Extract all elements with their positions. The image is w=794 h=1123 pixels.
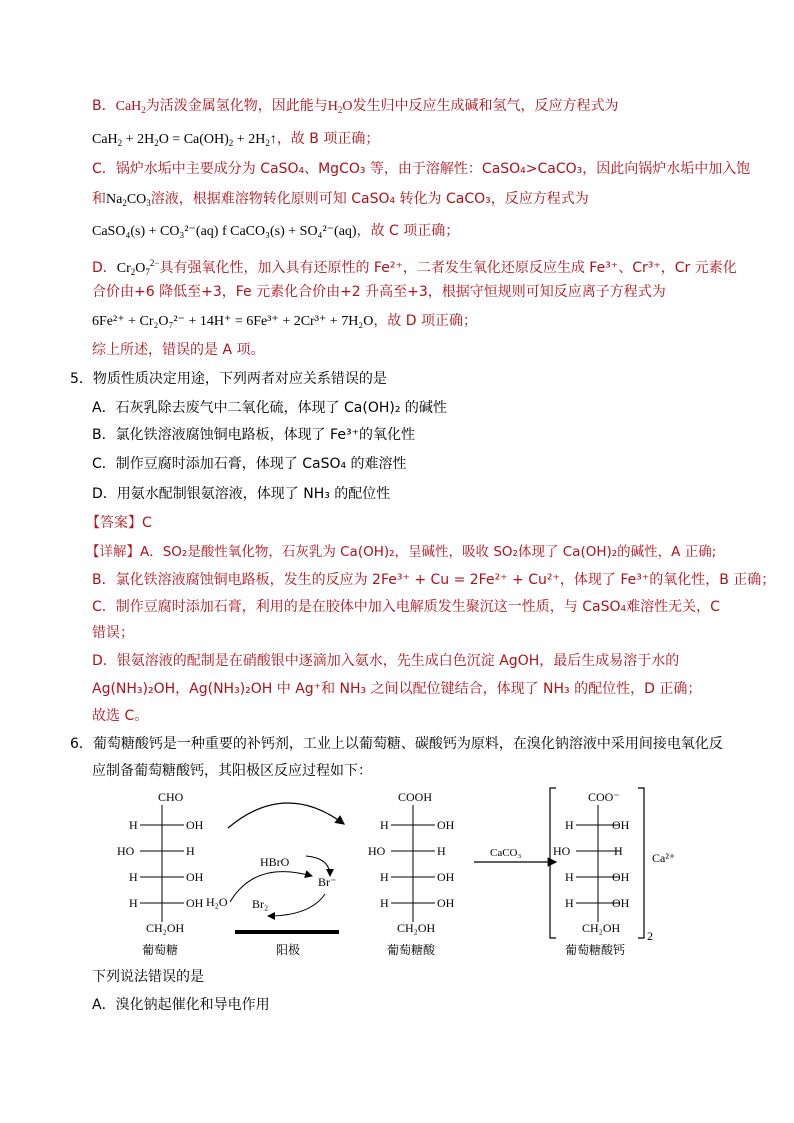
a-ch2oh: CH₂OH <box>397 921 436 935</box>
na2co3-formula: $Na_2CO_3$ <box>106 192 151 208</box>
d-label: D． <box>92 260 117 276</box>
c-equation: CaSO₄(s) + CO₃²⁻(aq) f CaCO₃(s) + SO₄²⁻(aq) <box>92 224 357 239</box>
eq-ca: O = Ca <box>158 132 200 147</box>
a-ho2: HO <box>368 844 386 858</box>
q5-explain-c: C．制作豆腐时添加石膏，利用的是在胶体中加入电解质发生聚沉这一性质，与 CaSO₄难溶性无关，C <box>92 599 720 615</box>
q6-stem-2: 应制备葡萄糖酸钙，其阳极区反应过程如下： <box>92 763 372 779</box>
gluconic-acid-structure <box>368 790 455 935</box>
g-ho2: HO <box>117 844 135 858</box>
s-h1: H <box>565 818 574 832</box>
q6-question: 下列说法错误的是 <box>92 969 204 985</box>
a-h4: H <box>380 896 389 910</box>
c-prefix: 和 <box>92 191 106 207</box>
anode-electrode <box>235 930 339 934</box>
g-h3: H <box>129 870 138 884</box>
d-text-1: 具有强氧化性，加入具有还原性的 Fe²⁺，二者发生氧化还原反应生成 Fe³⁺、Cr³⁺，Cr 元素化 <box>159 260 737 276</box>
s-oh1: OH <box>612 818 630 832</box>
c-line-1: C．锅炉水垢中主要成分为 CaSO₄、MgCO₃ 等，由于溶解性：CaSO₄>CaCO₃，因此向锅炉水垢中加入饱 <box>92 161 751 177</box>
b-conclusion: ，故 B 项正确； <box>276 131 380 147</box>
q5-explain-b: B．氯化铁溶液腐蚀铜电路板，发生的反应为 2Fe³⁺ + Cu = 2Fe²⁺ + Cu²⁺，体现了 Fe³⁺的氧化性，B 正确； <box>92 572 776 588</box>
hbro-label: HBrO <box>260 855 290 869</box>
g-oh4: OH <box>186 896 204 910</box>
c-conclusion: ，故 C 项正确； <box>356 223 460 239</box>
s-h3: H <box>565 870 574 884</box>
glucose-structure <box>117 790 204 935</box>
a-oh1: OH <box>437 818 455 832</box>
q5-stem: 5．物质性质决定用途，下列两者对应关系错误的是 <box>70 371 387 387</box>
coo-label: COO⁻ <box>588 790 620 804</box>
br-label: Br⁻ <box>318 875 337 889</box>
reaction-diagram <box>0 780 794 970</box>
d-line-1 <box>92 254 737 281</box>
q5-explain-d2: Ag(NH₃)₂OH，Ag(NH₃)₂OH 中 Ag⁺和 NH₃ 之间以配位键结合，体现了 NH₃ 的配位性，D 正确； <box>92 681 702 697</box>
d-equation-line <box>92 312 477 331</box>
a-oh3: OH <box>437 870 455 884</box>
q5-explain-a: 【详解】A．SO₂是酸性氧化物，石灰乳为 Ca(OH)₂，呈碱性，吸收 SO₂体现了 Ca(OH)₂的碱性，A 正确; <box>86 544 717 560</box>
h2o-formula: $H_2O$ <box>327 99 353 115</box>
subscript-2: 2 <box>647 929 653 943</box>
cho-label: CHO <box>158 790 184 804</box>
calcium-gluconate-structure <box>550 788 675 943</box>
q6-stem-1: 6．葡萄糖酸钙是一种重要的补钙剂，工业上以葡萄糖、碳酸钙为原料，在溴化钠溶液中采用间接电氧化反 <box>70 736 723 752</box>
b-label: B． <box>92 98 116 114</box>
g-h1: H <box>129 818 138 832</box>
c-equation-line <box>92 222 459 241</box>
g-h4: H <box>129 896 138 910</box>
c-suffix: 溶液，根据难溶物转化原则可知 CaSO₄ 转化为 CaCO₃，反应方程式为 <box>150 191 589 207</box>
up-arrow-icon: ↑ <box>269 132 277 147</box>
q5-option-d: D．用氨水配制银氨溶液，体现了 NH₃ 的配位性 <box>92 486 391 502</box>
g-oh3: OH <box>186 870 204 884</box>
label-acid: 葡萄糖酸 <box>387 943 436 957</box>
eq-h2: + 2H <box>122 132 155 147</box>
eq-cah: CaH <box>92 132 118 147</box>
g-ch2oh: CH₂OH <box>146 921 185 935</box>
d-summary: 综上所述，错误的是 A 项。 <box>92 342 265 358</box>
eq-h2b: + 2H <box>233 132 266 147</box>
b-text-2: 发生归中反应生成碱和氢气，反应方程式为 <box>352 98 619 114</box>
b-line-1 <box>92 97 619 119</box>
s-ho2: HO <box>553 844 571 858</box>
q5-option-c: C．制作豆腐时添加石膏，体现了 CaSO₄ 的难溶性 <box>92 456 407 472</box>
a-oh4: OH <box>437 896 455 910</box>
cah2-formula: CaH$_2$ <box>115 99 146 115</box>
caco3-label: CaCO₃ <box>490 847 522 859</box>
b-text-1: 为活泼金属氢化物，因此能与 <box>145 98 328 114</box>
q5-option-b: B．氯化铁溶液腐蚀铜电路板，体现了 Fe³⁺的氧化性 <box>92 427 415 443</box>
d-line-2: 合价由+6 降低至+3，Fe 元素化合价由+2 升高至+3，根据守恒规则可知反应离子方程式为 <box>92 284 666 300</box>
q5-option-a: A．石灰乳除去废气中二氧化硫，体现了 Ca(OH)₂ 的碱性 <box>92 400 447 416</box>
br2-label: Br₂ <box>252 897 269 911</box>
a-h1: H <box>380 818 389 832</box>
s-h2: H <box>614 844 623 858</box>
c-line-2 <box>92 190 589 212</box>
q5-explain-c2: 错误； <box>92 625 134 641</box>
label-salt: 葡萄糖酸钙 <box>565 943 626 957</box>
q5-answer: 【答案】C <box>86 515 152 531</box>
h2o-label: H₂O <box>206 895 228 909</box>
q6-option-a: A．溴化钠起催化和导电作用 <box>92 997 270 1013</box>
ca-label: Ca²⁺ <box>652 851 676 865</box>
d-equation: 6Fe²⁺ + Cr₂O₇²⁻ + 14H⁺ = 6Fe³⁺ + 2Cr³⁺ + 7H₂O <box>92 314 374 329</box>
b-equation-line <box>92 130 379 152</box>
g-oh1: OH <box>186 818 204 832</box>
q5-explain-final: 故选 C。 <box>92 708 149 724</box>
q5-explain-d: D．银氨溶液的配制是在硝酸银中逐滴加入氨水，先生成白色沉淀 AgOH，最后生成易溶于水的 <box>92 653 680 669</box>
s-oh4: OH <box>612 896 630 910</box>
a-h2: H <box>437 844 446 858</box>
d-conclusion: ，故 D 项正确； <box>373 313 477 329</box>
cr2o7-formula: $Cr_2O_7^{2-}$ <box>116 258 160 277</box>
s-h4: H <box>565 896 574 910</box>
a-h3: H <box>380 870 389 884</box>
s-oh3: OH <box>612 870 630 884</box>
cooh-label: COOH <box>398 790 433 804</box>
label-glucose: 葡萄糖 <box>142 943 179 957</box>
label-anode: 阳极 <box>276 943 301 957</box>
g-h2: H <box>186 844 195 858</box>
b-equation: $CaH_2 + 2H_2O = Ca(OH)_2$ + $2H_2↑$ <box>92 132 277 148</box>
anode-cycle <box>206 803 344 934</box>
s-ch2oh: CH₂OH <box>582 921 621 935</box>
